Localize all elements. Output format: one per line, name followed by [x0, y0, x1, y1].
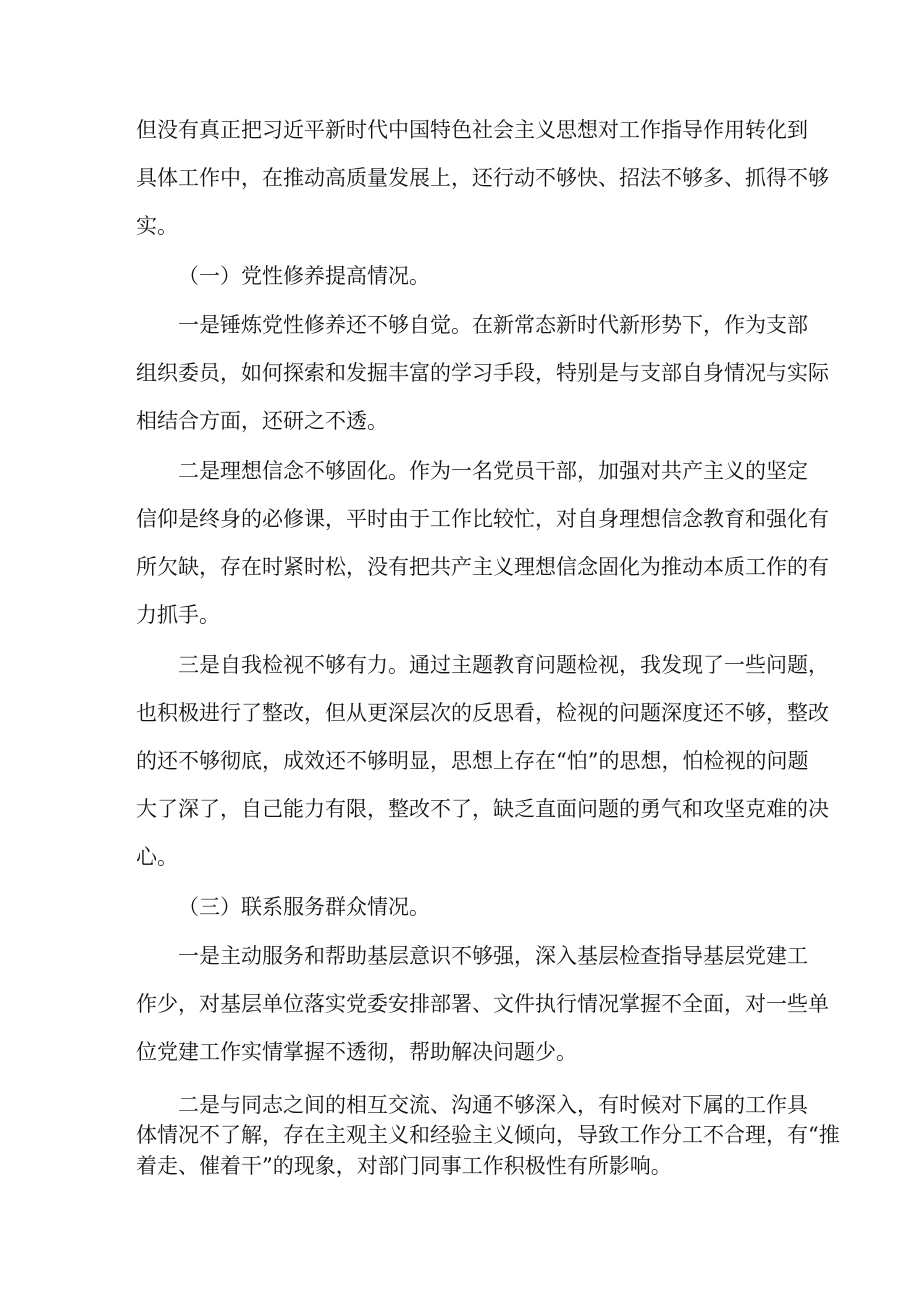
paragraph-line: 力抓手。	[136, 603, 220, 627]
section-heading: （三）联系服务群众情况。	[178, 895, 430, 919]
paragraph-line: 信仰是终身的必修课，平时由于工作比较忙，对自身理想信念教育和强化有	[136, 507, 829, 531]
paragraph-line: 位党建工作实情掌握不透彻，帮助解决问题少。	[136, 1040, 577, 1064]
paragraph-line: 组织委员，如何探索和发掘丰富的学习手段，特别是与支部自身情况与实际	[136, 361, 829, 385]
paragraph-line: 一是主动服务和帮助基层意识不够强，深入基层检查指导基层党建工	[178, 944, 808, 968]
paragraph-line: 二是与同志之间的相互交流、沟通不够深入，有时候对下属的工作具	[178, 1093, 808, 1117]
paragraph-line: 也积极进行了整改，但从更深层次的反思看，检视的问题深度还不够，整改	[136, 701, 829, 725]
paragraph-line: 但没有真正把习近平新时代中国特色社会主义思想对工作指导作用转化到	[136, 118, 808, 142]
paragraph-line: 相结合方面，还研之不透。	[136, 409, 388, 433]
paragraph-line: 实。	[136, 214, 178, 238]
paragraph-line: 作少，对基层单位落实党委安排部署、文件执行情况掌握不全面，对一些单	[136, 992, 829, 1016]
paragraph-line: 着走、催着干”的现象，对部门同事工作积极性有所影响。	[136, 1154, 672, 1178]
paragraph-line: 心。	[136, 845, 178, 869]
paragraph-line: 二是理想信念不够固化。作为一名党员干部，加强对共产主义的坚定	[178, 459, 808, 483]
paragraph-line: 一是锤炼党性修养还不够自觉。在新常态新时代新形势下，作为支部	[178, 313, 808, 337]
section-heading: （一）党性修养提高情况。	[178, 264, 430, 288]
paragraph-line: 的还不够彻底，成效还不够明显，思想上存在“怕”的思想，怕检视的问题	[136, 749, 809, 773]
paragraph-line: 所欠缺，存在时紧时松，没有把共产主义理想信念固化为推动本质工作的有	[136, 555, 829, 579]
paragraph-line: 体情况不了解，存在主观主义和经验主义倾向，导致工作分工不合理，有“推	[136, 1123, 840, 1147]
paragraph-line: 具体工作中，在推动高质量发展上，还行动不够快、招法不够多、抓得不够	[136, 166, 829, 190]
paragraph-line: 大了深了，自己能力有限，整改不了，缺乏直面问题的勇气和攻坚克难的决	[136, 797, 829, 821]
paragraph-line: 三是自我检视不够有力。通过主题教育问题检视，我发现了一些问题，	[178, 653, 829, 677]
